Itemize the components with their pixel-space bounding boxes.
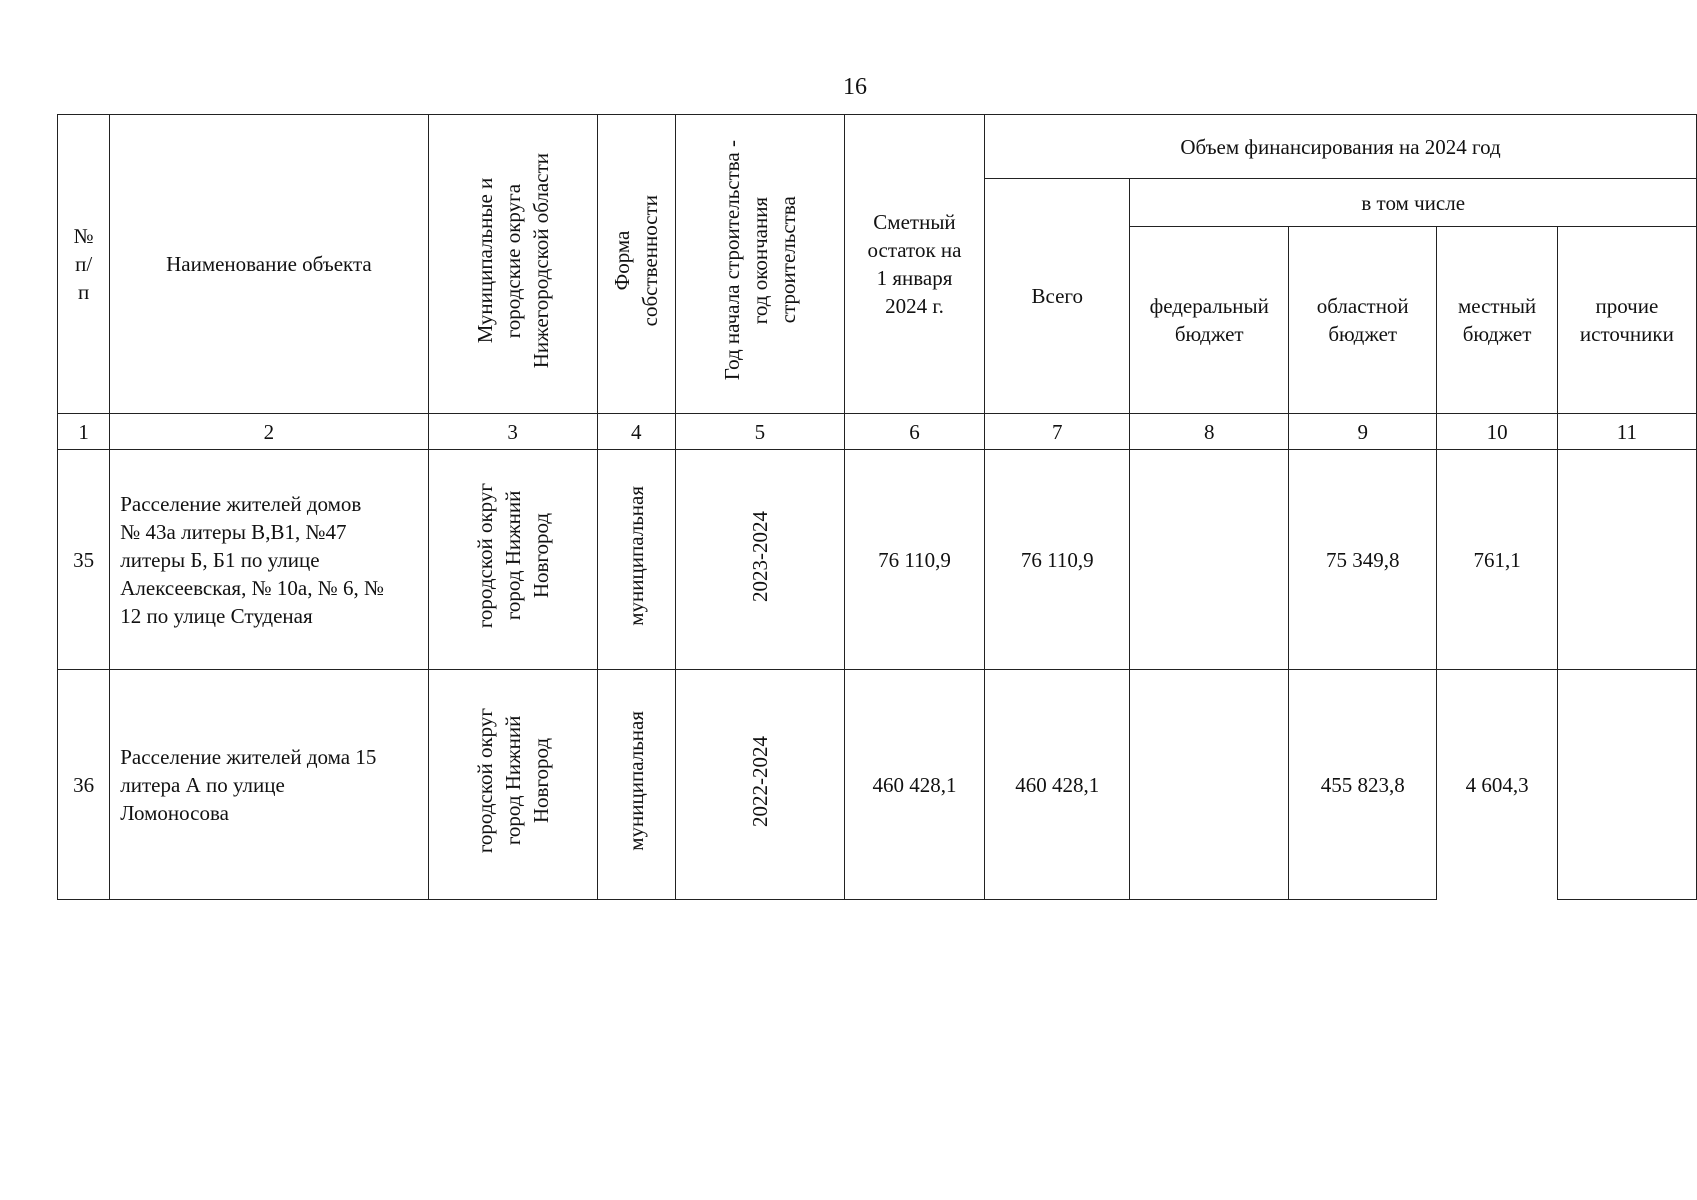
local-value: 4 604,3 [1437, 670, 1557, 900]
object-name: Расселение жителей домов № 43а литеры В,В1, №47 литеры Б, Б1 по улице Алексеевская, № 10а, № 6, № 12 по улице Студеная [110, 450, 428, 670]
financing-table [57, 114, 1697, 900]
column-number: 8 [1130, 414, 1289, 450]
header-including: в том числе [1130, 179, 1697, 227]
row-num: 35 [58, 450, 110, 670]
column-number-row [58, 414, 1697, 450]
municipal-cell [428, 450, 597, 670]
federal-value [1130, 450, 1289, 670]
column-number: 3 [428, 414, 597, 450]
column-number: 4 [597, 414, 675, 450]
years-text: 2023-2024 [747, 510, 772, 602]
header-ownership-text: Форма собственности [610, 194, 663, 327]
ownership-text: муниципальная [624, 486, 649, 626]
header-name: Наименование объекта [110, 115, 428, 414]
federal-value [1130, 670, 1289, 900]
municipal-text: городской округ город Нижний Новгород [472, 708, 553, 854]
regional-value: 455 823,8 [1289, 670, 1437, 900]
header-local: местный бюджет [1437, 227, 1557, 414]
municipal-text: городской округ город Нижний Новгород [472, 483, 553, 629]
column-number: 9 [1289, 414, 1437, 450]
header-years-text: Год начала строительства - год окончания строительства [719, 140, 800, 381]
local-value: 761,1 [1437, 450, 1557, 670]
page-number: 16 [843, 74, 867, 100]
column-number: 7 [985, 414, 1130, 450]
header-total: Всего [985, 179, 1130, 414]
column-number: 2 [110, 414, 428, 450]
header-remaining: Сметный остаток на 1 января 2024 г. [844, 115, 984, 414]
column-number: 10 [1437, 414, 1557, 450]
years-cell [675, 450, 844, 670]
header-other: прочие источники [1557, 227, 1696, 414]
header-municipal [428, 115, 597, 414]
header-federal: федеральный бюджет [1130, 227, 1289, 414]
column-number: 5 [675, 414, 844, 450]
header-financing: Объем финансирования на 2024 год [985, 115, 1697, 179]
column-number: 1 [58, 414, 110, 450]
column-number: 6 [844, 414, 984, 450]
header-ownership [597, 115, 675, 414]
header-years [675, 115, 844, 414]
remaining-value: 76 110,9 [844, 450, 984, 670]
total-value: 460 428,1 [985, 670, 1130, 900]
regional-value: 75 349,8 [1289, 450, 1437, 670]
other-value [1557, 670, 1696, 900]
object-name: Расселение жителей дома 15 литера А по улице Ломоносова [110, 670, 428, 900]
header-num: № п/ п [58, 115, 110, 414]
municipal-cell [428, 670, 597, 900]
other-value [1557, 450, 1696, 670]
total-value: 76 110,9 [985, 450, 1130, 670]
table-row [58, 450, 1697, 670]
header-regional: областной бюджет [1289, 227, 1437, 414]
ownership-cell [597, 450, 675, 670]
ownership-text: муниципальная [624, 711, 649, 851]
years-text: 2022-2024 [747, 735, 772, 827]
header-municipal-text: Муниципальные и городские округа Нижегородской области [472, 152, 553, 369]
table-row [58, 670, 1697, 900]
remaining-value: 460 428,1 [844, 670, 984, 900]
row-num: 36 [58, 670, 110, 900]
years-cell [675, 670, 844, 900]
column-number: 11 [1557, 414, 1696, 450]
ownership-cell [597, 670, 675, 900]
header-row-top [58, 115, 1697, 179]
